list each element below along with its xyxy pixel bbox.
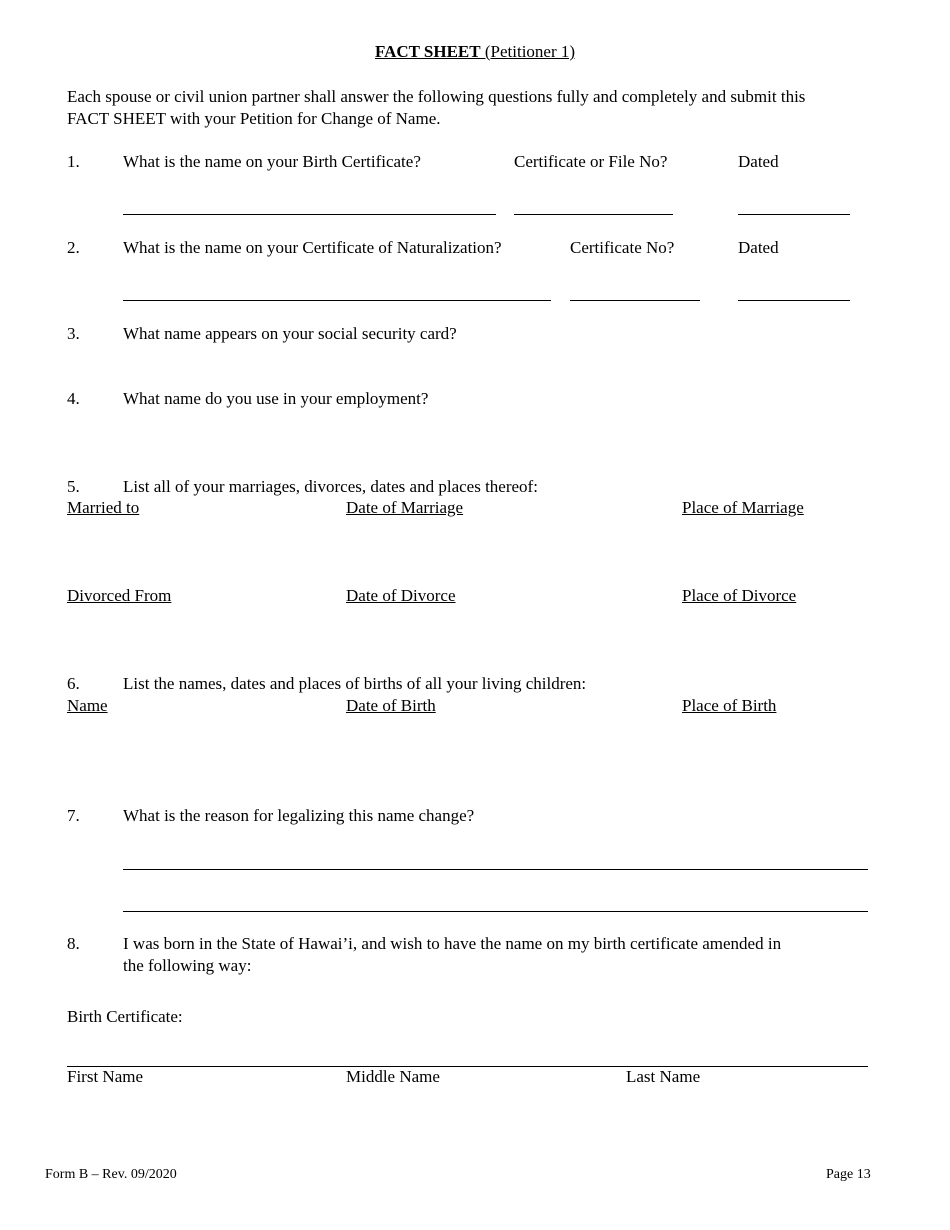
q7-question: What is the reason for legalizing this name change? [123, 806, 475, 825]
footer-form-revision: Form B – Rev. 09/2020 [45, 1167, 177, 1182]
birth-certificate-label: Birth Certificate: [67, 1007, 183, 1026]
q7-reason-field-2[interactable] [123, 911, 868, 912]
intro-line-2: FACT SHEET with your Petition for Change of Name. [67, 109, 441, 128]
first-name-label: First Name [67, 1067, 144, 1086]
q8-number: 8. [67, 934, 80, 953]
q2-question: What is the name on your Certificate of Naturalization? [123, 238, 502, 257]
q1-question: What is the name on your Birth Certificate? [123, 152, 421, 171]
q6-question: List the names, dates and places of births of all your living children: [123, 674, 587, 693]
page-title [0, 41, 950, 63]
married-to-header: Married to [67, 498, 140, 517]
place-of-birth-header: Place of Birth [682, 696, 777, 715]
q2-dated-field[interactable] [738, 300, 850, 301]
place-of-marriage-header: Place of Marriage [682, 498, 804, 517]
q4-question: What name do you use in your employment? [123, 389, 429, 408]
q4-number: 4. [67, 389, 80, 408]
date-of-marriage-header: Date of Marriage [346, 498, 464, 517]
date-of-birth-header: Date of Birth [346, 696, 436, 715]
intro-line-1: Each spouse or civil union partner shall answer the following questions fully and completely and submit this [67, 87, 806, 106]
q1-name-field[interactable] [123, 214, 496, 215]
q1-certificate-field[interactable] [514, 214, 673, 215]
title-subtitle: (Petitioner 1) [480, 42, 576, 61]
q2-dated-label: Dated [738, 238, 779, 257]
q2-number: 2. [67, 238, 80, 257]
q3-question: What name appears on your social security card? [123, 324, 457, 343]
footer-page-number: Page 13 [826, 1167, 871, 1182]
last-name-label: Last Name [626, 1067, 701, 1086]
child-name-header: Name [67, 696, 108, 715]
q6-number: 6. [67, 674, 80, 693]
q8-line-2: the following way: [123, 956, 252, 975]
q8-line-1: I was born in the State of Hawai’i, and wish to have the name on my birth certificate amended in [123, 934, 782, 953]
date-of-divorce-header: Date of Divorce [346, 586, 456, 605]
q1-dated-label: Dated [738, 152, 779, 171]
birth-certificate-name-field[interactable] [67, 1066, 868, 1067]
q7-reason-field-1[interactable] [123, 869, 868, 870]
q2-certificate-label: Certificate No? [570, 238, 675, 257]
place-of-divorce-header: Place of Divorce [682, 586, 797, 605]
title-bold: FACT SHEET [374, 42, 481, 61]
q2-certificate-field[interactable] [570, 300, 700, 301]
q7-number: 7. [67, 806, 80, 825]
divorced-from-header: Divorced From [67, 586, 172, 605]
q1-number: 1. [67, 152, 80, 171]
q5-number: 5. [67, 477, 80, 496]
q2-name-field[interactable] [123, 300, 551, 301]
q3-number: 3. [67, 324, 80, 343]
middle-name-label: Middle Name [346, 1067, 440, 1086]
q1-dated-field[interactable] [738, 214, 850, 215]
q1-certificate-label: Certificate or File No? [514, 152, 668, 171]
q5-question: List all of your marriages, divorces, dates and places thereof: [123, 477, 538, 496]
